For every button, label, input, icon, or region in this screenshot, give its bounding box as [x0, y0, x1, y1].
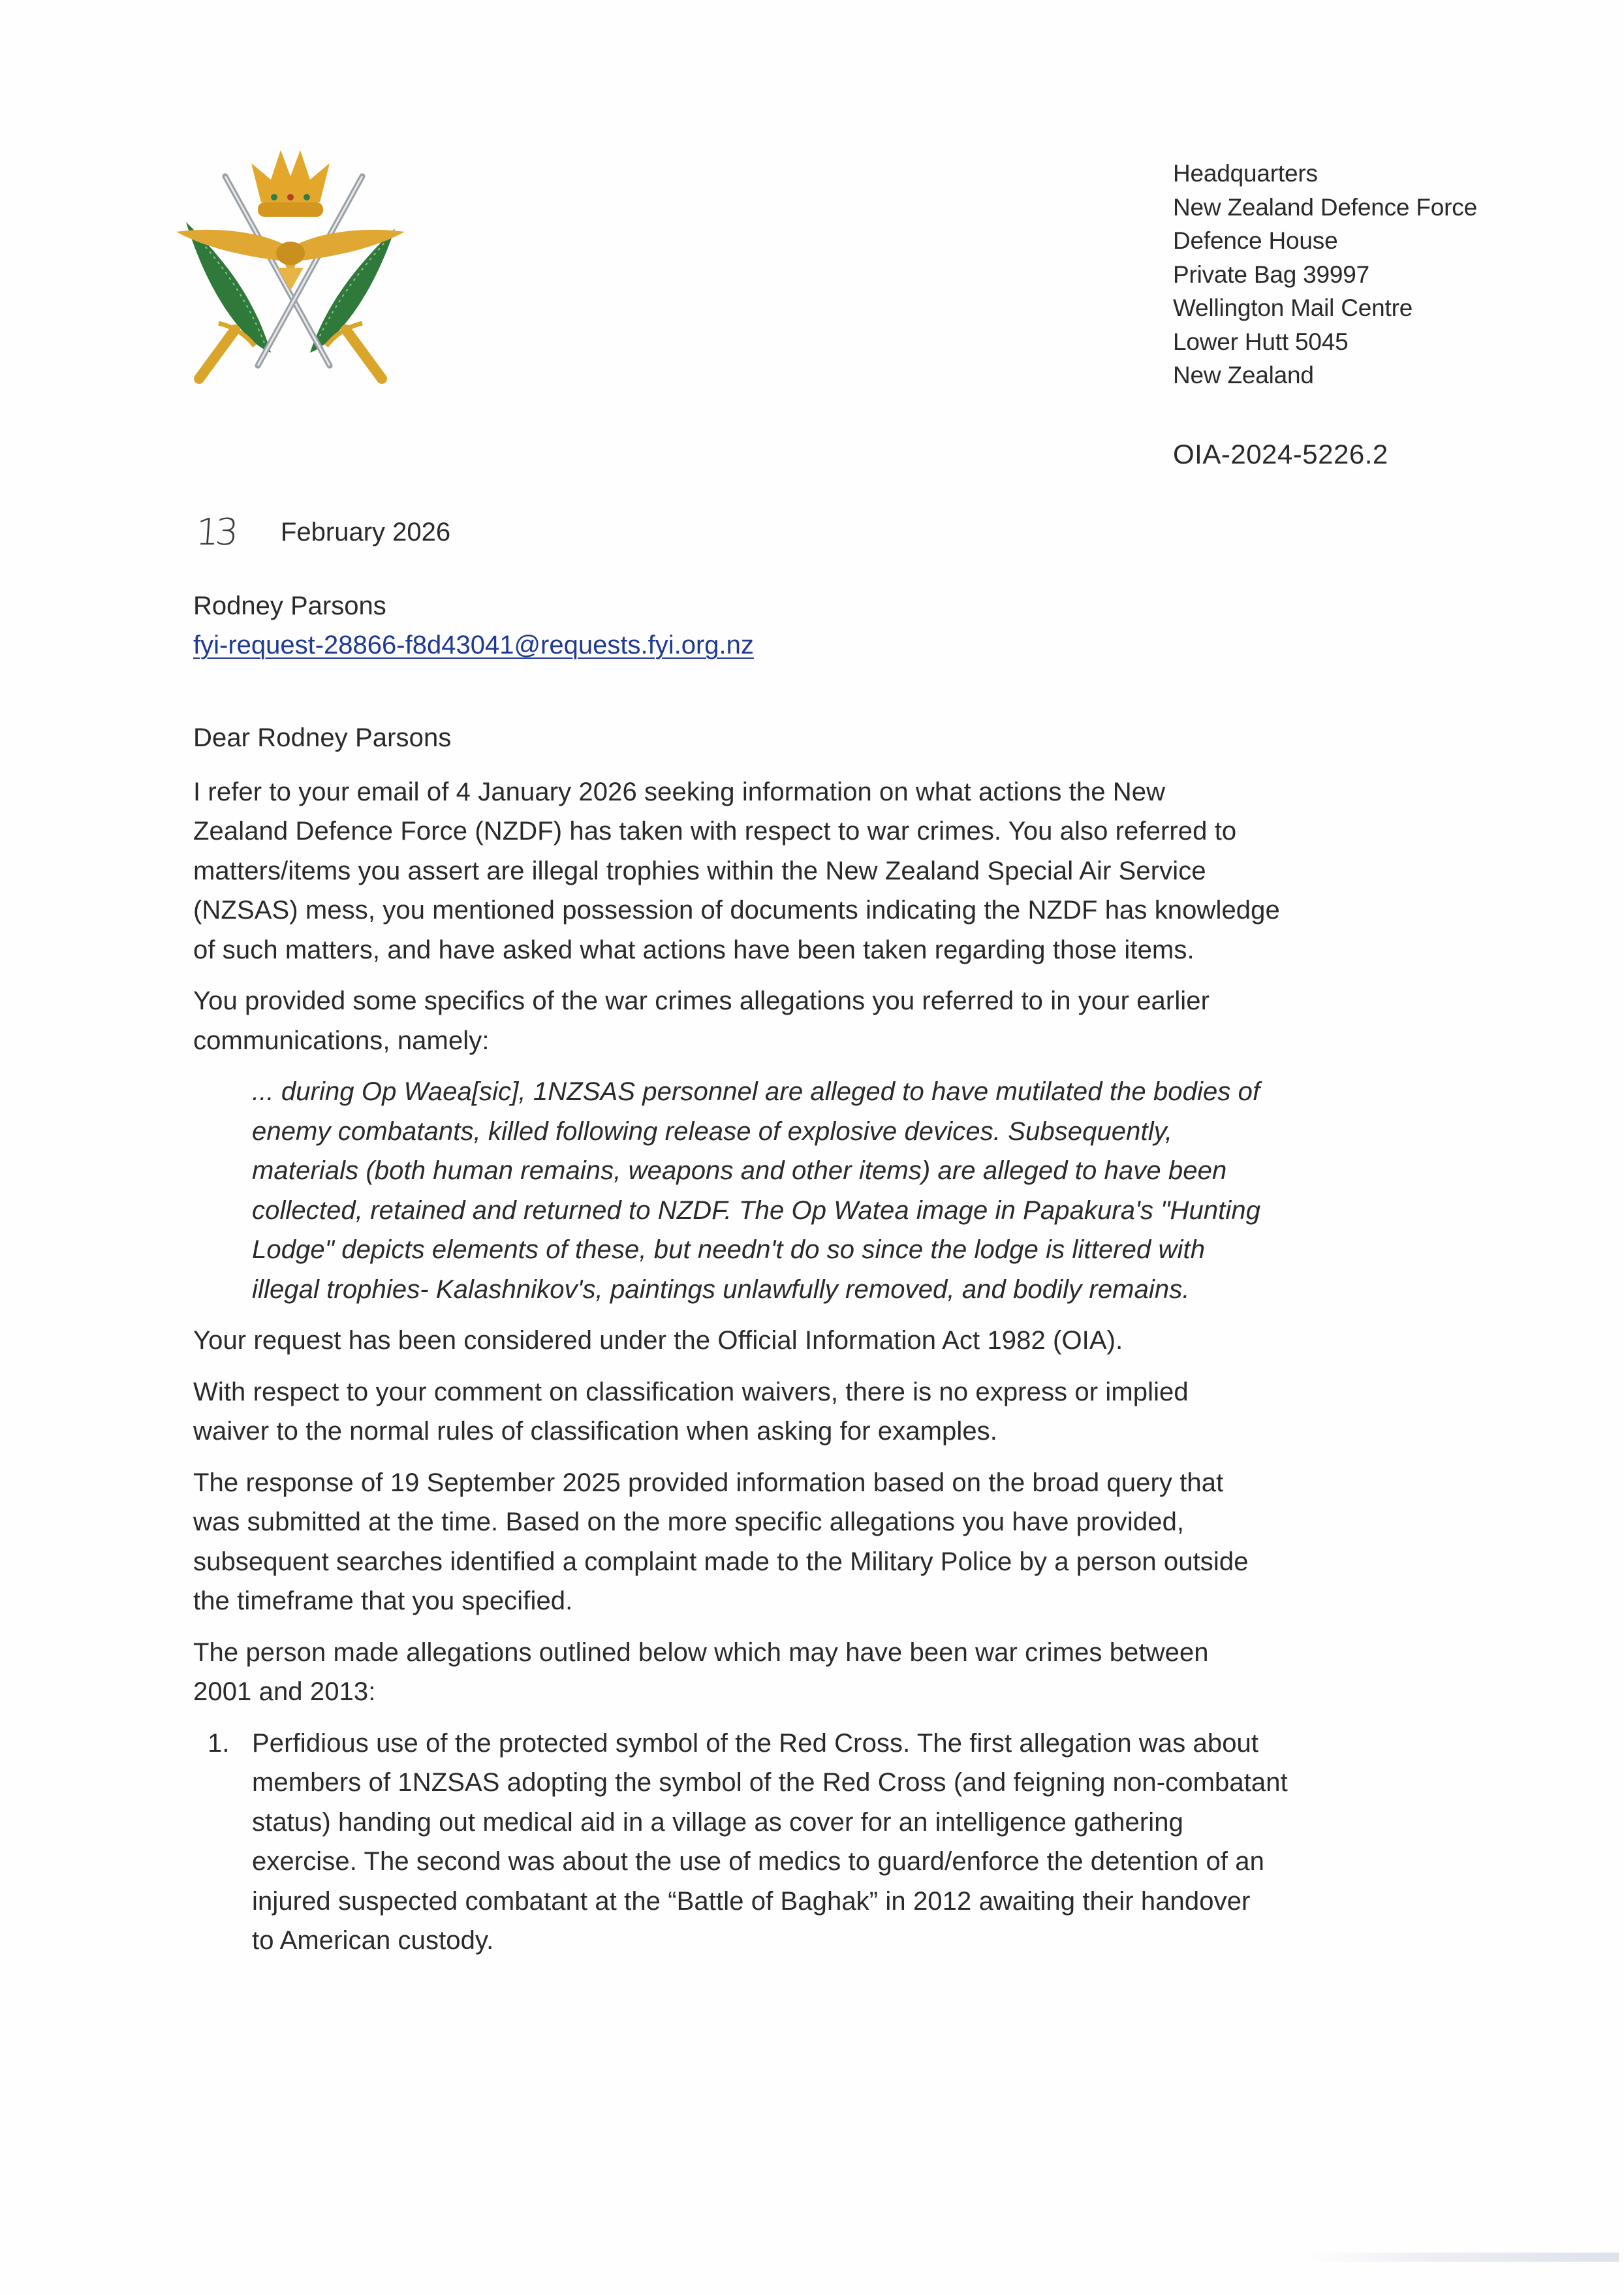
allegations-list — [193, 1724, 1433, 1961]
text-line: to American custody. — [252, 1926, 494, 1955]
list-number: 1. — [208, 1728, 230, 1758]
text-line: 2001 and 2013: — [193, 1677, 376, 1706]
block-quote — [252, 1072, 1401, 1309]
letter-body — [193, 718, 1433, 1961]
handwritten-day: 13 — [194, 511, 236, 554]
text-line: the timeframe that you specified. — [193, 1587, 573, 1615]
salutation: Dear Rodney Parsons — [193, 723, 452, 752]
text-line: status) handing out medical aid in a village as cover for an intelligence gathering — [252, 1807, 1183, 1837]
address-line: Headquarters — [1173, 160, 1318, 187]
text-line: members of 1NZSAS adopting the symbol of the Red Cross (and feigning non-combatant — [252, 1768, 1288, 1797]
text-line: You provided some specifics of the war crimes allegations you referred to in your earlier — [193, 987, 1210, 1015]
address-line: Wellington Mail Centre — [1173, 294, 1413, 321]
text-line: of such matters, and have asked what actions have been taken regarding those items. — [193, 935, 1195, 964]
recipient-email-link[interactable]: fyi-request-28866-f8d43041@requests.fyi.org.nz — [193, 631, 754, 659]
text-line: Perfidious use of the protected symbol of the Red Cross. The first allegation was about — [252, 1728, 1259, 1758]
text-line: communications, namely: — [193, 1026, 490, 1055]
quote-line: ... during Op Waea[sic], 1NZSAS personnel are alleged to have mutilated the bodies of — [252, 1077, 1260, 1106]
paragraph-oia-consideration — [193, 1321, 1433, 1361]
sender-address — [1173, 157, 1477, 392]
address-line: Lower Hutt 5045 — [1173, 328, 1349, 355]
address-line: Private Bag 39997 — [1173, 261, 1370, 288]
quote-line: enemy combatants, killed following release of explosive devices. Subsequently, — [252, 1116, 1173, 1146]
quote-line: illegal trophies- Kalashnikov's, paintings unlawfully removed, and bodily remains. — [252, 1274, 1190, 1304]
text-line: injured suspected combatant at the “Battle of Baghak” in 2012 awaiting their handover — [252, 1886, 1251, 1916]
text-line: With respect to your comment on classification waivers, there is no express or implied — [193, 1377, 1189, 1406]
paragraph-allegations-intro — [193, 1633, 1433, 1712]
quote-line: Lodge" depicts elements of these, but needn't do so since the lodge is littered with — [252, 1235, 1206, 1264]
address-line: New Zealand — [1173, 362, 1314, 388]
recipient-block — [193, 586, 754, 665]
text-line: (NZSAS) mess, you mentioned possession of documents indicating the NZDF has knowledge — [193, 896, 1280, 925]
address-line: Defence House — [1173, 227, 1338, 254]
text-line: I refer to your email of 4 January 2026 seeking information on what actions the New — [193, 777, 1166, 806]
text-line: Your request has been considered under the Official Information Act 1982 (OIA). — [193, 1326, 1123, 1355]
text-line: waiver to the normal rules of classification when asking for examples. — [193, 1417, 997, 1446]
text-line: Zealand Defence Force (NZDF) has taken with respect to war crimes. You also referred to — [193, 817, 1237, 846]
date-month-year: February 2026 — [281, 517, 451, 546]
paragraph-classification-waivers — [193, 1372, 1433, 1451]
text-line: The response of 19 September 2025 provided information based on the broad query that — [193, 1468, 1224, 1497]
text-line: was submitted at the time. Based on the more specific allegations you have provided, — [193, 1508, 1185, 1536]
recipient-name: Rodney Parsons — [193, 592, 386, 620]
text-line: subsequent searches identified a complaint made to the Military Police by a person outside — [193, 1547, 1249, 1576]
text-line: exercise. The second was about the use of medics to guard/enforce the detention of an — [252, 1847, 1264, 1876]
letter-date — [196, 509, 450, 555]
address-line: New Zealand Defence Force — [1173, 193, 1477, 221]
list-item — [193, 1724, 1433, 1961]
paragraph-previous-response — [193, 1463, 1433, 1621]
nzdf-crest-icon — [173, 137, 408, 385]
paragraph-request-summary — [193, 772, 1433, 970]
quote-line: materials (both human remains, weapons and other items) are alleged to have been — [252, 1156, 1227, 1185]
scan-artifact — [1305, 2253, 1619, 2262]
paragraph-specifics-intro — [193, 981, 1433, 1060]
text-line: The person made allegations outlined below which may have been war crimes between — [193, 1638, 1209, 1667]
list-item-text — [252, 1724, 1420, 1961]
text-line: matters/items you assert are illegal trophies within the New Zealand Special Air Service — [193, 856, 1206, 885]
quote-line: collected, retained and returned to NZDF. The Op Watea image in Papakura's "Hunting — [252, 1195, 1261, 1225]
reference-number: OIA-2024-5226.2 — [1173, 439, 1388, 469]
